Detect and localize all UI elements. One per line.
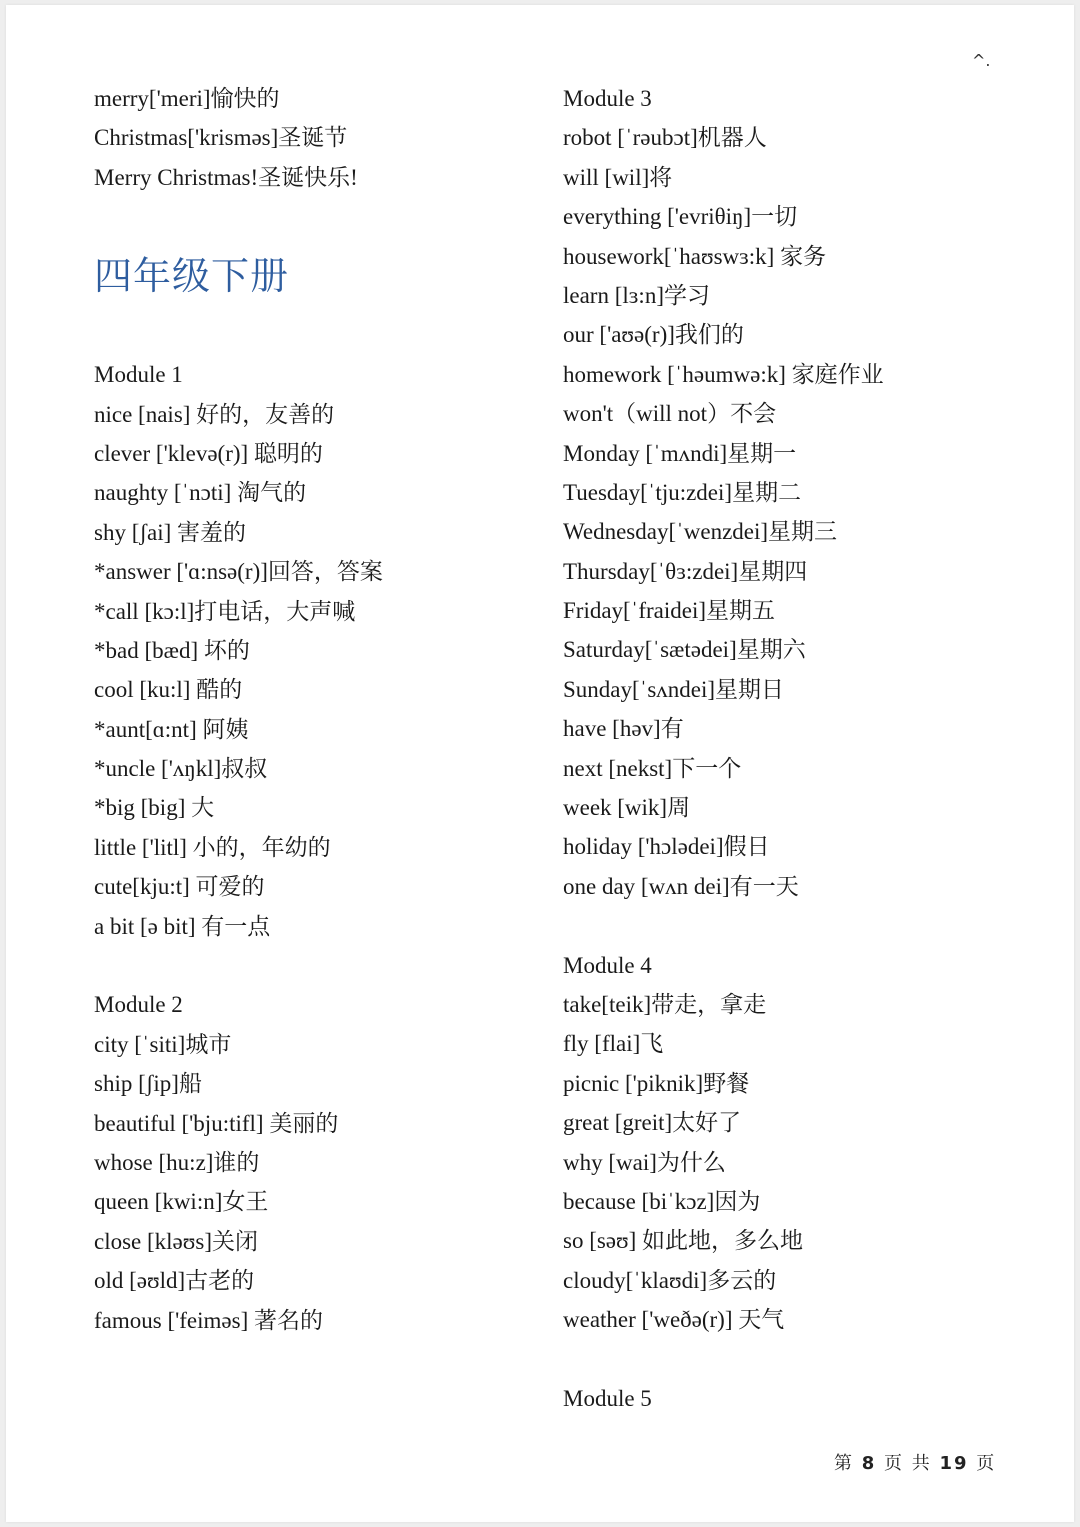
vocab-entry: clever ['klevə(r)] 聪明的 [94, 440, 323, 466]
vocab-entry: holiday ['hɔlədei]假日 [563, 834, 770, 860]
vocab-entry: so [səʊ] 如此地，多么地 [563, 1228, 804, 1254]
vocab-entry: cloudy[ˈklaʊdi]多云的 [563, 1267, 777, 1293]
vocab-entry: cool [ku:l] 酷的 [94, 677, 243, 703]
vocab-entry: weather ['weðə(r)] 天气 [563, 1307, 785, 1333]
vocab-entry: shy [ʃai] 害羞的 [94, 519, 247, 545]
vocab-entry: won't（will not）不会 [563, 401, 777, 427]
footer-middle: 页 共 [884, 1453, 932, 1474]
vocab-entry: Christmas['krisməs]圣诞节 [94, 125, 348, 151]
vocab-entry: robot [ˈrəubɔt]机器人 [563, 125, 767, 151]
module-title: Module 2 [94, 992, 183, 1018]
module-title: Module 5 [563, 1385, 652, 1411]
section-heading: 四年级下册 [94, 254, 290, 299]
vocab-entry: city [ˈsiti]城市 [94, 1031, 232, 1057]
vocab-entry: cute[kju:t] 可爱的 [94, 874, 265, 900]
vocab-entry: a bit [ə bit] 有一点 [94, 913, 271, 939]
vocab-entry: Wednesday[ˈwenzdei]星期三 [563, 519, 838, 545]
vocab-entry: Thursday[ˈθɜ:zdei]星期四 [563, 558, 808, 584]
footer-suffix: 页 [976, 1453, 997, 1474]
footer-prefix: 第 [834, 1453, 854, 1474]
vocab-entry: Merry Christmas!圣诞快乐! [94, 164, 358, 190]
right-column [563, 79, 884, 1418]
vocab-entry: picnic ['piknik]野餐 [563, 1070, 750, 1096]
corner-mark: ^. [972, 51, 991, 70]
vocab-entry: *answer ['ɑ:nsə(r)]回答，答案 [94, 559, 383, 585]
vocab-entry: our ['aʊə(r)]我们的 [563, 322, 744, 348]
spacer [563, 906, 884, 945]
vocab-entry: ship [ʃip]船 [94, 1071, 202, 1097]
total-pages: 19 [939, 1453, 969, 1474]
vocab-entry: Saturday[ˈsætədei]星期六 [563, 637, 806, 663]
module-title: Module 1 [94, 362, 183, 388]
spacer [94, 946, 383, 985]
vocab-entry: fly [flai]飞 [563, 1031, 664, 1057]
vocab-entry: *uncle ['ʌŋkl]叔叔 [94, 756, 268, 782]
vocab-entry: homework [ˈhəumwə:k] 家庭作业 [563, 361, 884, 387]
vocab-entry: whose [hu:z]谁的 [94, 1149, 260, 1175]
vocab-entry: learn [lɜ:n]学习 [563, 282, 710, 308]
vocab-entry: *bad [bæd] 坏的 [94, 637, 250, 663]
vocab-entry: week [wik]周 [563, 795, 691, 821]
vocab-entry: why [wai]为什么 [563, 1149, 726, 1175]
vocab-entry: next [nekst]下一个 [563, 755, 742, 781]
vocab-entry: famous ['feiməs] 著名的 [94, 1307, 323, 1333]
page-footer [834, 1449, 996, 1475]
vocab-entry: Monday [ˈmʌndi]星期一 [563, 440, 797, 466]
vocab-entry: housework[ˈhaʊswɜ:k] 家务 [563, 243, 827, 269]
vocab-entry: take[teik]带走，拿走 [563, 991, 767, 1017]
vocab-entry: *aunt[ɑ:nt] 阿姨 [94, 716, 249, 742]
vocab-entry: have [həv]有 [563, 716, 684, 742]
module-title: Module 3 [563, 86, 652, 111]
vocab-entry: *big [big] 大 [94, 795, 215, 821]
vocab-entry: little ['litl] 小的，年幼的 [94, 834, 331, 860]
module-title: Module 4 [563, 952, 652, 978]
vocab-entry: Tuesday[ˈtju:zdei]星期二 [563, 479, 802, 505]
vocab-entry: Sunday[ˈsʌndei]星期日 [563, 676, 785, 702]
vocab-entry: will [wil]将 [563, 164, 673, 190]
vocab-entry: naughty [ˈnɔti] 淘气的 [94, 480, 307, 506]
vocab-entry: queen [kwi:n]女王 [94, 1189, 269, 1215]
spacer [563, 1340, 884, 1379]
vocab-entry: Friday[ˈfraidei]星期五 [563, 598, 776, 624]
vocab-entry: everything ['evriθiŋ]一切 [563, 204, 798, 230]
vocab-entry: great [greit]太好了 [563, 1110, 742, 1136]
vocab-entry: *call [kɔ:l]打电话，大声喊 [94, 598, 356, 624]
page-number: 8 [861, 1453, 877, 1474]
left-column [94, 79, 383, 1340]
vocab-entry: close [kləʊs]关闭 [94, 1228, 258, 1254]
document-page [6, 5, 1074, 1522]
vocab-entry: because [biˈkɔz]因为 [563, 1188, 761, 1214]
vocab-entry: beautiful ['bju:tifl] 美丽的 [94, 1110, 339, 1136]
vocab-entry: old [əʊld]古老的 [94, 1268, 255, 1294]
vocab-entry: one day [wʌn dei]有一天 [563, 873, 799, 899]
vocab-entry: nice [nais] 好的，友善的 [94, 401, 335, 427]
vocab-entry: merry['meri]愉快的 [94, 86, 280, 111]
